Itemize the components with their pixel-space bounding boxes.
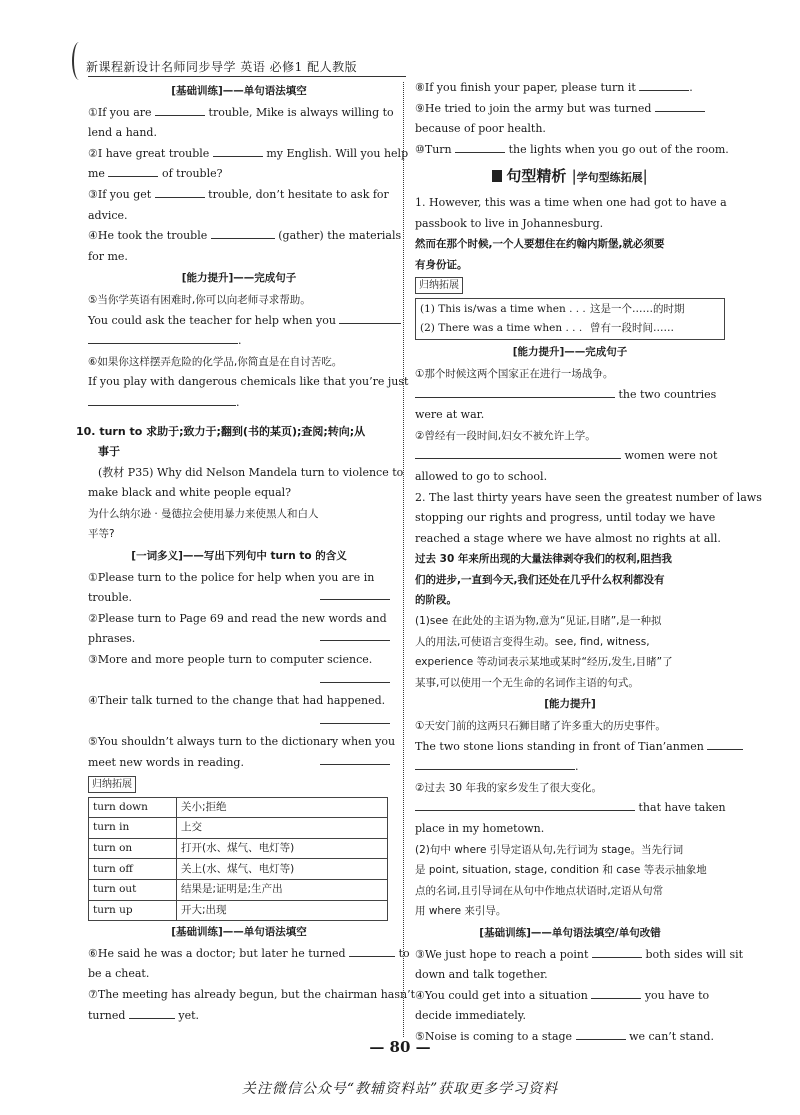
phrase-table xyxy=(88,797,388,922)
answer-blank[interactable] xyxy=(155,186,205,198)
exercise-line: You could ask the teacher for help when you xyxy=(88,311,390,332)
answer-blank[interactable] xyxy=(415,758,575,770)
pattern-analysis-heading: 句型精析 |学句型练拓展| xyxy=(415,166,725,189)
translation: 的阶段。 xyxy=(415,594,457,607)
exercise-line: turned yet. xyxy=(88,1008,200,1022)
column-divider xyxy=(403,82,404,1037)
exercise-line: ⑩Turn the lights when you go out of the room. xyxy=(415,142,729,156)
explanation: (2)句中 where 引导定语从句,先行词为 stage。当先行词 xyxy=(415,843,684,856)
exercise-line: ④You could get into a situation you have to xyxy=(415,988,710,1002)
item-title: 10. turn to 求助于;致力于;翻到(书的某页);查阅;转向;从 xyxy=(76,424,366,438)
answer-blank[interactable] xyxy=(213,145,263,157)
translation: 们的进步,一直到今天,我们还处在几乎什么权利都没有 xyxy=(415,573,665,586)
exercise-line: ⑧If you finish your paper, please turn it . xyxy=(415,81,693,94)
answer-blank[interactable] xyxy=(88,332,238,344)
exercise-line: decide immediately. xyxy=(415,1009,526,1023)
section-heading: [基础训练]——单句语法填空/单句改错 xyxy=(479,926,661,939)
summary-label: 归纳拓展 xyxy=(88,776,136,793)
right-column xyxy=(415,78,762,1048)
chinese-prompt: ⑥如果你这样摆弄危险的化学品,你简直是在自讨苦吃。 xyxy=(88,355,343,368)
translation: 为什么纳尔逊 · 曼德拉会使用暴力来使黑人和白人 xyxy=(88,507,319,520)
explanation: (1)see 在此处的主语为物,意为“见证,目睹”,是一种拟 xyxy=(415,615,662,628)
answer-blank[interactable] xyxy=(320,712,390,724)
answer-blank[interactable] xyxy=(415,386,615,398)
left-column xyxy=(76,80,415,1026)
example-sentence: (教材 P35) Why did Nelson Mandela turn to violence to xyxy=(98,465,404,479)
answer-blank[interactable] xyxy=(320,753,390,765)
exercise-line: for me. xyxy=(88,249,128,263)
exercise-line: ②Please turn to Page 69 and read the new words and xyxy=(88,611,387,625)
answer-blank[interactable] xyxy=(320,671,390,683)
key-sentence: stopping our rights and progress, until today we have xyxy=(415,511,716,525)
translation: 平等? xyxy=(88,528,115,541)
table-row: turn up 开大;出现 xyxy=(89,900,388,921)
explanation: 点的名词,且引导词在从句中作地点状语时,定语从句常 xyxy=(415,884,664,897)
table-row: turn on 打开(水、煤气、电灯等) xyxy=(89,838,388,859)
explanation: 某事,可以使用一个无生命的名词作主语的句式。 xyxy=(415,676,639,689)
key-sentence: 1. However, this was a time when one had got to have a xyxy=(415,195,727,209)
table-row: turn off 关上(水、煤气、电灯等) xyxy=(89,859,388,880)
page-header: 新课程新设计名师同步导学 英语 必修1 配人教版 xyxy=(86,60,358,74)
key-sentence: 2. The last thirty years have seen the greatest number of laws xyxy=(415,490,762,504)
exercise-line xyxy=(88,712,390,733)
exercise-line: women were not xyxy=(415,446,725,467)
exercise-line: . xyxy=(88,393,390,414)
exercise-line: trouble. xyxy=(88,588,390,609)
section-heading: [基础训练]——单句语法填空 xyxy=(171,926,307,939)
example-sentence: make black and white people equal? xyxy=(88,486,292,500)
exercise-line: ⑥He said he was a doctor; but later he turned to xyxy=(88,946,410,960)
pattern-box: (1) This is/was a time when . . . 这是一个……的时期 (2) There was a time when . . . 曾有一段时间…… xyxy=(415,298,725,340)
exercise-line: The two stone lions standing in front of Tian’anmen xyxy=(415,737,725,758)
chinese-prompt: ①那个时候这两个国家正在进行一场战争。 xyxy=(415,367,614,380)
answer-blank[interactable] xyxy=(655,100,705,112)
exercise-line: ⑤Noise is coming to a stage we can’t stand. xyxy=(415,1029,714,1043)
exercise-line: me of trouble? xyxy=(88,167,223,181)
section-heading: [能力提升]——完成句子 xyxy=(181,272,297,285)
key-sentence: reached a stage where we have almost no rights at all. xyxy=(415,531,721,545)
exercise-line: meet new words in reading. xyxy=(88,753,390,774)
answer-blank[interactable] xyxy=(592,946,642,958)
chinese-prompt: ②曾经有一段时间,妇女不被允许上学。 xyxy=(415,429,596,442)
exercise-line: ②I have great trouble my English. Will you help xyxy=(88,146,409,160)
answer-blank[interactable] xyxy=(707,738,743,750)
explanation: 用 where 来引导。 xyxy=(415,905,507,918)
exercise-line xyxy=(88,671,390,692)
exercise-line: phrases. xyxy=(88,629,390,650)
table-row: turn in 上交 xyxy=(89,818,388,839)
exercise-line: place in my hometown. xyxy=(415,822,545,835)
answer-blank[interactable] xyxy=(339,312,401,324)
answer-blank[interactable] xyxy=(639,79,689,91)
explanation: experience 等动词表示某地或某时“经历,发生,目睹”了 xyxy=(415,656,673,669)
exercise-line: lend a hand. xyxy=(88,126,157,140)
answer-blank[interactable] xyxy=(320,629,390,641)
exercise-line: ④Their talk turned to the change that had happened. xyxy=(88,694,386,708)
exercise-line: the two countries xyxy=(415,385,725,406)
answer-blank[interactable] xyxy=(88,394,236,406)
watermark-text: 关注微信公众号“教辅资料站”获取更多学习资料 xyxy=(241,1081,559,1097)
exercise-line: ①Please turn to the police for help when you are in xyxy=(88,570,375,584)
exercise-line: ④He took the trouble (gather) the materials xyxy=(88,229,402,243)
page-number: — 80 — xyxy=(369,1038,431,1056)
section-heading: [能力提升]——完成句子 xyxy=(512,346,628,359)
translation: 有身份证。 xyxy=(415,258,468,271)
key-sentence: passbook to live in Johannesburg. xyxy=(415,216,604,230)
exercise-line: down and talk together. xyxy=(415,968,548,982)
exercise-line: ①If you are trouble, Mike is always willing to xyxy=(88,105,394,119)
exercise-line: . xyxy=(415,757,725,778)
answer-blank[interactable] xyxy=(211,227,275,239)
translation: 然而在那个时候,一个人要想住在约翰内斯堡,就必须要 xyxy=(415,238,665,251)
answer-blank[interactable] xyxy=(320,588,390,600)
summary-label: 归纳拓展 xyxy=(415,277,463,294)
answer-blank[interactable] xyxy=(415,799,635,811)
answer-blank[interactable] xyxy=(155,104,205,116)
exercise-line: . xyxy=(88,331,390,352)
exercise-line: ⑤You shouldn’t always turn to the dictionary when you xyxy=(88,735,396,749)
answer-blank[interactable] xyxy=(129,1007,175,1019)
chinese-prompt: ②过去 30 年我的家乡发生了很大变化。 xyxy=(415,781,602,794)
table-row: turn down 关小;拒绝 xyxy=(89,797,388,818)
exercise-line: ③If you get trouble, don’t hesitate to ask for xyxy=(88,187,389,201)
exercise-line: ③More and more people turn to computer science. xyxy=(88,653,373,667)
translation: 过去 30 年来所出现的大量法律剥夺我们的权利,阻挡我 xyxy=(415,553,672,566)
exercise-line: ⑦The meeting has already begun, but the chairman hasn’t xyxy=(88,987,415,1001)
explanation: 是 point, situation, stage, condition 和 case 等表示抽象地 xyxy=(415,864,707,877)
exercise-line: allowed to go to school. xyxy=(415,469,548,483)
exercise-line: were at war. xyxy=(415,408,485,422)
exercise-line: advice. xyxy=(88,208,128,222)
section-heading: [一词多义]——写出下列句中 turn to 的含义 xyxy=(131,550,347,563)
chinese-prompt: ①天安门前的这两只石狮目睹了许多重大的历史事件。 xyxy=(415,720,666,733)
header-bracket xyxy=(72,42,86,80)
header-rule xyxy=(88,76,406,77)
section-heading: [基础训练]——单句语法填空 xyxy=(171,85,307,97)
answer-blank[interactable] xyxy=(455,141,505,153)
book-icon xyxy=(492,170,502,182)
exercise-line: ⑨He tried to join the army but was turned xyxy=(415,99,725,120)
exercise-line: If you play with dangerous chemicals like that you’re just xyxy=(88,375,409,389)
item-title: 事于 xyxy=(98,445,120,459)
answer-blank[interactable] xyxy=(108,165,158,177)
table-row: turn out 结果是;证明是;生产出 xyxy=(89,879,388,900)
answer-blank[interactable] xyxy=(415,447,621,459)
chinese-prompt: ⑤当你学英语有困难时,你可以向老师寻求帮助。 xyxy=(88,293,311,306)
exercise-line: because of poor health. xyxy=(415,122,546,136)
exercise-line: ③We just hope to reach a point both sides will sit xyxy=(415,947,744,961)
exercise-line: that have taken xyxy=(415,798,725,819)
section-heading: [能力提升] xyxy=(544,698,596,711)
answer-blank[interactable] xyxy=(349,945,395,957)
exercise-line: be a cheat. xyxy=(88,967,150,981)
answer-blank[interactable] xyxy=(591,987,641,999)
explanation: 人的用法,可使语言变得生动。see, find, witness, xyxy=(415,635,650,648)
